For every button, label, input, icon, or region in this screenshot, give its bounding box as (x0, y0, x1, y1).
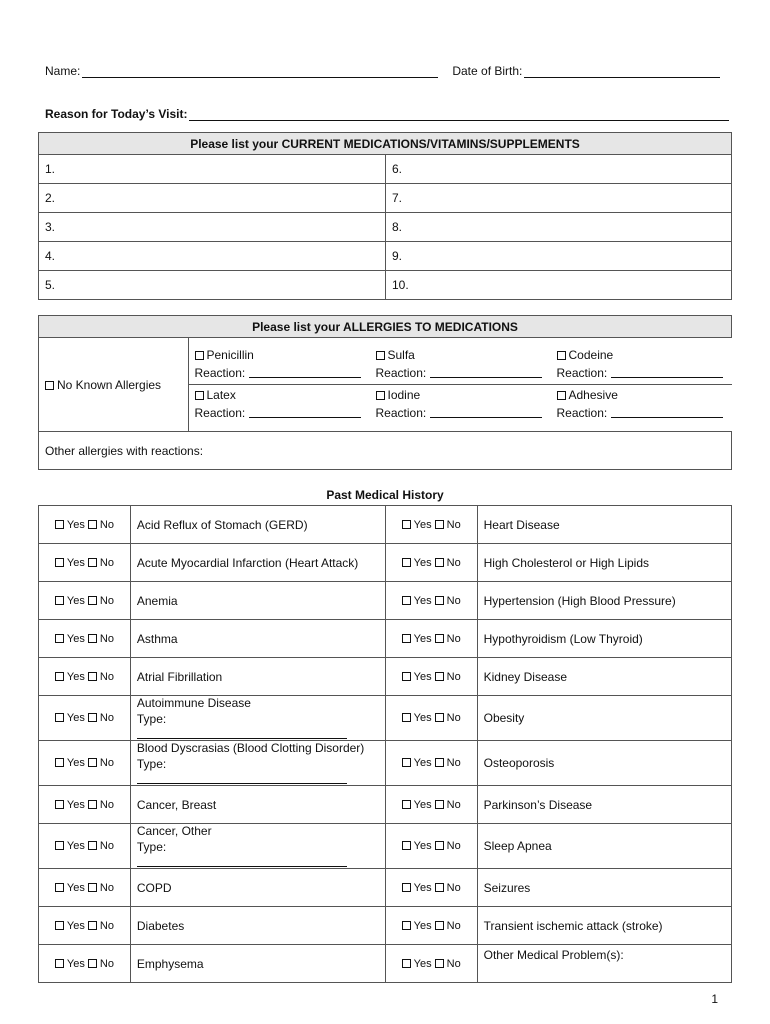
sulfa-checkbox[interactable] (376, 351, 385, 360)
iodine-checkbox[interactable] (376, 391, 385, 400)
reaction-field[interactable] (249, 367, 361, 378)
reaction-field[interactable] (430, 407, 542, 418)
history-row (39, 506, 732, 544)
yes-no-cell[interactable] (385, 582, 477, 620)
allergy-label: Iodine (387, 388, 421, 402)
reaction-field[interactable] (611, 367, 723, 378)
condition-label: Asthma (136, 631, 178, 646)
no-checkbox[interactable] (88, 713, 97, 722)
yes-no-cell[interactable] (39, 544, 131, 582)
yes-checkbox[interactable] (55, 634, 64, 643)
yes-checkbox[interactable] (55, 520, 64, 529)
yes-label: Yes (413, 881, 432, 894)
yes-checkbox[interactable] (402, 596, 411, 605)
type-field[interactable] (137, 772, 347, 784)
condition-label: Transient ischemic attack (stroke) (483, 918, 663, 933)
name-field[interactable] (82, 64, 438, 78)
condition-cell (477, 907, 731, 945)
no-checkbox[interactable] (435, 634, 444, 643)
condition-cell (477, 945, 731, 983)
yes-no-cell[interactable] (39, 869, 131, 907)
no-label: No (99, 556, 114, 569)
yes-checkbox[interactable] (402, 841, 411, 850)
history-row (39, 696, 732, 741)
yes-label: Yes (66, 798, 85, 811)
no-label: No (446, 798, 461, 811)
condition-label: High Cholesterol or High Lipids (483, 555, 650, 570)
yes-checkbox[interactable] (402, 634, 411, 643)
condition-label: Cancer, Breast (136, 797, 217, 812)
reaction-label: Reaction: (375, 366, 427, 380)
type-label: Type: (136, 757, 167, 771)
yes-no-cell[interactable] (385, 907, 477, 945)
condition-label: Kidney Disease (483, 669, 567, 684)
condition-cell (477, 741, 731, 786)
yes-checkbox[interactable] (402, 520, 411, 529)
no-label: No (99, 712, 114, 724)
allergy-label: Penicillin (206, 348, 254, 362)
reaction-field[interactable] (430, 367, 542, 378)
medications-table (38, 132, 732, 300)
no-checkbox[interactable] (435, 558, 444, 567)
no-checkbox[interactable] (435, 841, 444, 850)
yes-no-cell[interactable] (39, 907, 131, 945)
no-checkbox[interactable] (435, 672, 444, 681)
condition-label: Acute Myocardial Infarction (Heart Attack) (136, 555, 359, 570)
yes-checkbox[interactable] (402, 883, 411, 892)
condition-label: Diabetes (136, 918, 185, 933)
yes-no-cell[interactable] (39, 741, 131, 786)
history-row (39, 786, 732, 824)
no-label: No (446, 670, 461, 683)
medication-line[interactable]: 7. (386, 184, 732, 213)
yes-checkbox[interactable] (402, 959, 411, 968)
no-label: No (446, 594, 461, 607)
yes-no-cell[interactable] (385, 869, 477, 907)
condition-cell (130, 907, 385, 945)
no-label: No (446, 556, 461, 569)
condition-cell (477, 620, 731, 658)
yes-label: Yes (66, 840, 85, 852)
yes-no-cell[interactable] (385, 741, 477, 786)
no-label: No (446, 518, 461, 531)
history-row (39, 824, 732, 869)
condition-label: Heart Disease (483, 517, 560, 532)
no-label: No (99, 798, 114, 811)
condition-cell (477, 582, 731, 620)
no-checkbox[interactable] (88, 800, 97, 809)
history-row (39, 869, 732, 907)
codeine-checkbox[interactable] (557, 351, 566, 360)
allergy-codeine[interactable] (551, 345, 732, 384)
yes-no-cell[interactable] (385, 696, 477, 741)
allergy-label: Latex (206, 388, 236, 402)
yes-no-cell[interactable] (39, 620, 131, 658)
medical-history-table (38, 505, 732, 983)
page-number: 1 (711, 992, 718, 1006)
yes-no-cell[interactable] (385, 786, 477, 824)
history-row (39, 741, 732, 786)
condition-cell (477, 506, 731, 544)
condition-label: Hypertension (High Blood Pressure) (483, 593, 676, 608)
history-row (39, 907, 732, 945)
condition-cell (477, 544, 731, 582)
adhesive-checkbox[interactable] (557, 391, 566, 400)
yes-no-cell[interactable] (385, 945, 477, 983)
no-checkbox[interactable] (88, 959, 97, 968)
reason-field[interactable] (189, 107, 729, 121)
medication-line[interactable]: 2. (39, 184, 386, 213)
no-known-allergies-checkbox[interactable] (45, 381, 54, 390)
condition-cell (130, 741, 385, 786)
reaction-label: Reaction: (194, 366, 246, 380)
reaction-label: Reaction: (556, 406, 608, 420)
yes-no-cell[interactable] (39, 945, 131, 983)
condition-cell (477, 786, 731, 824)
yes-label: Yes (413, 957, 432, 970)
no-known-allergies-cell[interactable] (39, 338, 189, 432)
history-row (39, 620, 732, 658)
dob-label: Date of Birth: (452, 64, 523, 78)
yes-label: Yes (66, 919, 85, 932)
condition-label: Other Medical Problem(s): (483, 948, 624, 962)
yes-no-cell[interactable] (39, 786, 131, 824)
penicillin-checkbox[interactable] (195, 351, 204, 360)
no-checkbox[interactable] (435, 596, 444, 605)
no-label: No (446, 757, 461, 769)
no-checkbox[interactable] (88, 596, 97, 605)
yes-label: Yes (413, 757, 432, 769)
type-field[interactable] (137, 855, 347, 867)
condition-label: Atrial Fibrillation (136, 669, 223, 684)
yes-label: Yes (66, 632, 85, 645)
no-label: No (446, 840, 461, 852)
condition-cell (477, 869, 731, 907)
yes-no-cell[interactable] (385, 544, 477, 582)
yes-no-cell[interactable] (385, 506, 477, 544)
no-label: No (99, 632, 114, 645)
medication-line[interactable]: 8. (386, 213, 732, 242)
yes-checkbox[interactable] (402, 921, 411, 930)
allergy-sulfa[interactable] (370, 345, 551, 384)
type-label: Type: (136, 840, 167, 854)
history-row (39, 658, 732, 696)
condition-cell (130, 506, 385, 544)
condition-cell (130, 945, 385, 983)
condition-label: Emphysema (136, 956, 204, 971)
allergy-adhesive[interactable] (551, 385, 732, 424)
no-label: No (99, 957, 114, 970)
condition-label: Acid Reflux of Stomach (GERD) (136, 517, 308, 532)
yes-checkbox[interactable] (402, 800, 411, 809)
reaction-field[interactable] (249, 407, 361, 418)
no-label: No (446, 919, 461, 932)
other-allergies-field[interactable]: Other allergies with reactions: (39, 432, 732, 470)
condition-label: Anemia (136, 593, 178, 608)
allergy-options (188, 338, 732, 432)
allergy-label: Codeine (568, 348, 614, 362)
yes-label: Yes (66, 594, 85, 607)
allergy-latex[interactable] (189, 385, 370, 424)
yes-checkbox[interactable] (55, 596, 64, 605)
yes-label: Yes (413, 919, 432, 932)
medication-line[interactable]: 9. (386, 242, 732, 271)
yes-label: Yes (413, 556, 432, 569)
no-checkbox[interactable] (435, 520, 444, 529)
medications-title: Please list your CURRENT MEDICATIONS/VITAMINS/SUPPLEMENTS (39, 133, 732, 155)
yes-no-cell[interactable] (39, 582, 131, 620)
no-label: No (99, 919, 114, 932)
no-checkbox[interactable] (435, 921, 444, 930)
yes-no-cell[interactable] (385, 824, 477, 869)
reaction-label: Reaction: (375, 406, 427, 420)
yes-checkbox[interactable] (55, 672, 64, 681)
no-label: No (99, 670, 114, 683)
condition-label: Cancer, Other (136, 824, 212, 838)
yes-label: Yes (66, 957, 85, 970)
yes-label: Yes (413, 798, 432, 811)
no-label: No (99, 881, 114, 894)
yes-checkbox[interactable] (402, 758, 411, 767)
yes-label: Yes (66, 670, 85, 683)
condition-cell (130, 544, 385, 582)
yes-no-cell[interactable] (39, 506, 131, 544)
condition-cell (477, 824, 731, 869)
medication-line[interactable]: 4. (39, 242, 386, 271)
yes-checkbox[interactable] (55, 883, 64, 892)
no-checkbox[interactable] (88, 634, 97, 643)
no-checkbox[interactable] (88, 672, 97, 681)
no-label: No (99, 518, 114, 531)
allergy-penicillin[interactable] (189, 345, 370, 384)
condition-label: Parkinson’s Disease (483, 797, 593, 812)
no-label: No (446, 632, 461, 645)
reaction-label: Reaction: (556, 366, 608, 380)
yes-checkbox[interactable] (402, 713, 411, 722)
yes-checkbox[interactable] (55, 558, 64, 567)
condition-cell (130, 824, 385, 869)
no-label: No (99, 840, 114, 852)
latex-checkbox[interactable] (195, 391, 204, 400)
yes-label: Yes (413, 594, 432, 607)
medication-line[interactable]: 1. (39, 155, 386, 184)
yes-label: Yes (66, 556, 85, 569)
no-checkbox[interactable] (435, 883, 444, 892)
yes-no-cell[interactable] (39, 696, 131, 741)
history-row (39, 544, 732, 582)
reaction-field[interactable] (611, 407, 723, 418)
condition-label: Blood Dyscrasias (Blood Clotting Disorder) (136, 741, 365, 755)
allergies-table (38, 315, 732, 470)
yes-no-cell[interactable] (39, 824, 131, 869)
yes-label: Yes (66, 881, 85, 894)
yes-checkbox[interactable] (55, 841, 64, 850)
yes-no-cell[interactable] (39, 658, 131, 696)
no-checkbox[interactable] (88, 758, 97, 767)
yes-label: Yes (413, 518, 432, 531)
allergies-title: Please list your ALLERGIES TO MEDICATIONS (39, 316, 732, 338)
no-checkbox[interactable] (435, 758, 444, 767)
type-label: Type: (136, 712, 167, 726)
yes-checkbox[interactable] (55, 713, 64, 722)
yes-label: Yes (413, 670, 432, 683)
yes-no-cell[interactable] (385, 620, 477, 658)
yes-checkbox[interactable] (55, 758, 64, 767)
yes-checkbox[interactable] (55, 921, 64, 930)
no-checkbox[interactable] (88, 883, 97, 892)
yes-label: Yes (66, 757, 85, 769)
no-checkbox[interactable] (435, 959, 444, 968)
dob-field[interactable] (524, 64, 720, 78)
yes-no-cell[interactable] (385, 658, 477, 696)
no-label: No (99, 594, 114, 607)
condition-label: Sleep Apnea (483, 839, 552, 853)
condition-cell (130, 869, 385, 907)
no-checkbox[interactable] (88, 520, 97, 529)
condition-label: Obesity (483, 711, 525, 725)
medication-line[interactable]: 3. (39, 213, 386, 242)
yes-checkbox[interactable] (55, 800, 64, 809)
yes-label: Yes (413, 712, 432, 724)
no-checkbox[interactable] (88, 558, 97, 567)
no-checkbox[interactable] (435, 713, 444, 722)
condition-label: Seizures (483, 880, 531, 895)
no-checkbox[interactable] (88, 841, 97, 850)
condition-cell (130, 582, 385, 620)
condition-cell (130, 696, 385, 741)
condition-cell (130, 620, 385, 658)
no-label: No (99, 757, 114, 769)
condition-label: Hypothyroidism (Low Thyroid) (483, 631, 643, 646)
condition-cell (477, 658, 731, 696)
condition-label: Osteoporosis (483, 756, 555, 770)
medication-line[interactable]: 10. (386, 271, 732, 300)
no-label: No (446, 712, 461, 724)
no-known-allergies-label: No Known Allergies (57, 377, 162, 392)
yes-checkbox[interactable] (402, 672, 411, 681)
history-row (39, 582, 732, 620)
no-label: No (446, 881, 461, 894)
reason-row (45, 107, 729, 121)
yes-checkbox[interactable] (402, 558, 411, 567)
reason-label: Reason for Today’s Visit: (45, 107, 188, 121)
no-checkbox[interactable] (435, 800, 444, 809)
condition-cell (130, 658, 385, 696)
medication-line[interactable]: 5. (39, 271, 386, 300)
yes-label: Yes (413, 840, 432, 852)
allergy-label: Sulfa (387, 348, 415, 362)
condition-cell (130, 786, 385, 824)
yes-label: Yes (413, 632, 432, 645)
condition-cell (477, 696, 731, 741)
type-field[interactable] (137, 727, 347, 739)
no-label: No (446, 957, 461, 970)
yes-label: Yes (66, 712, 85, 724)
name-row (45, 64, 720, 78)
history-row (39, 945, 732, 983)
reaction-label: Reaction: (194, 406, 246, 420)
past-medical-history-title: Past Medical History (326, 488, 444, 502)
medication-line[interactable]: 6. (386, 155, 732, 184)
allergy-label: Adhesive (568, 388, 618, 402)
condition-label: COPD (136, 880, 172, 895)
yes-label: Yes (66, 518, 85, 531)
allergy-iodine[interactable] (370, 385, 551, 424)
no-checkbox[interactable] (88, 921, 97, 930)
yes-checkbox[interactable] (55, 959, 64, 968)
name-label: Name: (45, 64, 81, 78)
condition-label: Autoimmune Disease (136, 696, 251, 710)
